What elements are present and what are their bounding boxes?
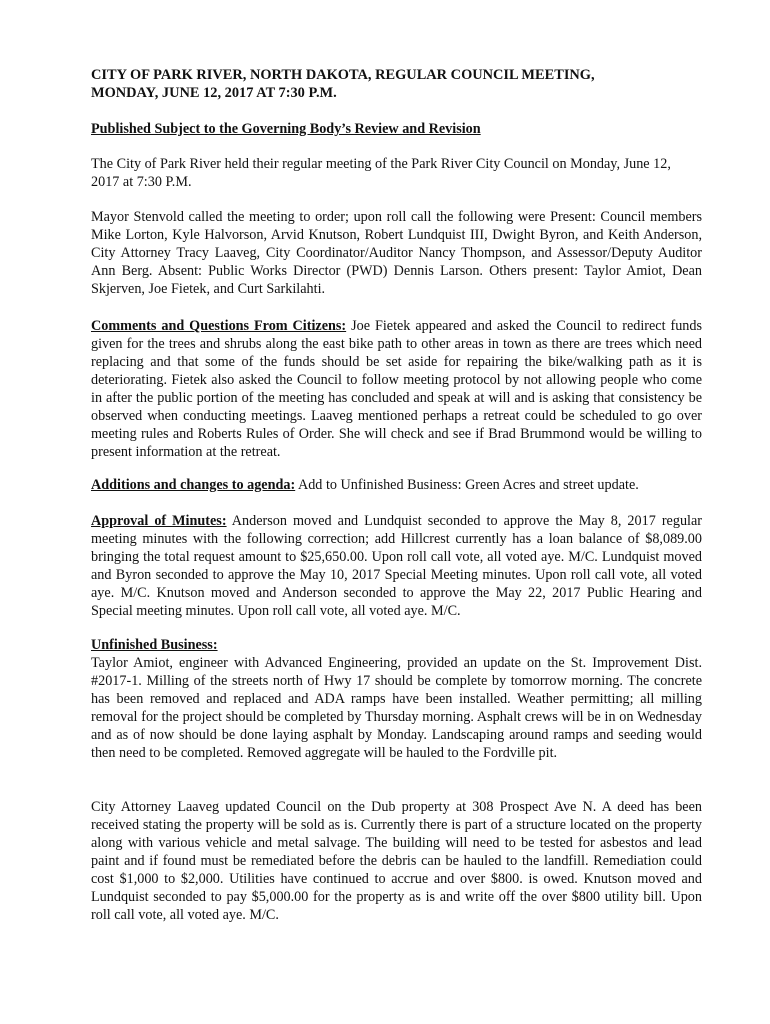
street-improvement-paragraph: Taylor Amiot, engineer with Advanced Engineering, provided an update on the St. Improvement Dist. #2017-1. Milling of the streets north of Hwy 17 should be complete by tomorrow morning. The concrete has been removed and replaced and ADA ramps have been installed. Weather permitting; all milling removal for the project should be completed by Thursday morning. Asphalt crews will be in on Wednesday and as of now should be done laying asphalt by Monday. Landscaping around ramps and seeding would then need to be completed. Removed aggregate will be hauled to the Fordville pit. [91, 655, 702, 761]
comments-text: Joe Fietek appeared and asked the Council to redirect funds given for the trees and shrubs along the east bike path to other areas in town as there are trees which need replacing and that some of the funds should be set aside for repairing the bike/walking path as it is deteriorating. Fietek also asked the Council to follow meeting protocol by not allowing people who come in after the public portion of the meeting has concluded and speak at will and is asking that consistency be observed when conducting meetings. Laaveg mentioned perhaps a retreat could be scheduled to go over meeting rules and Roberts Rules of Order. She will check and see if Brad Brummond would be willing to present information at the retreat. [91, 318, 703, 460]
agenda-heading: Additions and changes to agenda: [91, 477, 296, 493]
unfinished-business-section [91, 636, 702, 762]
minutes-paragraph [91, 512, 702, 620]
minutes-text: Anderson moved and Lundquist seconded to approve the May 8, 2017 regular meeting minutes with the following correction; add Hillcrest currently has a loan balance of $8,089.00 bringing the total request amount to $25,650.00. Upon roll call vote, all voted aye. M/C. Lundquist moved and Byron seconded to approve the May 10, 2017 Special Meeting minutes. Upon roll call vote, all voted aye. M/C. Knutson moved and Anderson seconded to approve the May 22, 2017 Public Hearing and Special meeting minutes. Upon roll call vote, all voted aye. M/C. [91, 513, 702, 619]
subtitle-paragraph [91, 120, 702, 138]
document-title [91, 66, 702, 102]
agenda-paragraph [91, 476, 702, 494]
title-line-2: MONDAY, JUNE 12, 2017 AT 7:30 P.M. [91, 85, 337, 101]
dub-property-paragraph: City Attorney Laaveg updated Council on the Dub property at 308 Prospect Ave N. A deed has been received stating the property will be sold as is. Currently there is part of a structure located on the property along with various vehicle and metal salvage. The building will need to be tested for asbestos and lead paint and if found must be remediated before the debris can be hauled to the landfill. Remediation could cost $1,000 to $2,000. Utilities have continued to accrue and over $800. is owed. Knutson moved and Lundquist seconded to pay $5,000.00 for the property as is and write off the over $800 utility bill. Upon roll call vote, all voted aye. M/C. [91, 799, 702, 923]
intro-paragraph: The City of Park River held their regular meeting of the Park River City Council on Monday, June 12, 2017 at 7:30 P.M. [91, 156, 671, 190]
title-line-1: CITY OF PARK RIVER, NORTH DAKOTA, REGULAR COUNCIL MEETING, [91, 67, 595, 83]
agenda-text: Add to Unfinished Business: Green Acres and street update. [295, 477, 639, 493]
roll-call-paragraph: Mayor Stenvold called the meeting to order; upon roll call the following were Present: Council members Mike Lorton, Kyle Halvorson, Arvid Knutson, Robert Lundquist III, Dwight Byron, and Keith Anderson, City Attorney Tracy Laaveg, City Coordinator/Auditor Nancy Thompson, and Assessor/Deputy Auditor Ann Berg. Absent: Public Works Director (PWD) Dennis Larson. Others present: Taylor Amiot, Dean Skjerven, Joe Fietek, and Curt Sarkilahti. [91, 209, 702, 297]
minutes-heading: Approval of Minutes: [91, 513, 227, 529]
unfinished-business-heading: Unfinished Business: [91, 637, 218, 653]
document-subtitle: Published Subject to the Governing Body’s Review and Revision [91, 121, 481, 137]
comments-heading: Comments and Questions From Citizens: [91, 318, 347, 334]
comments-paragraph [91, 317, 702, 461]
